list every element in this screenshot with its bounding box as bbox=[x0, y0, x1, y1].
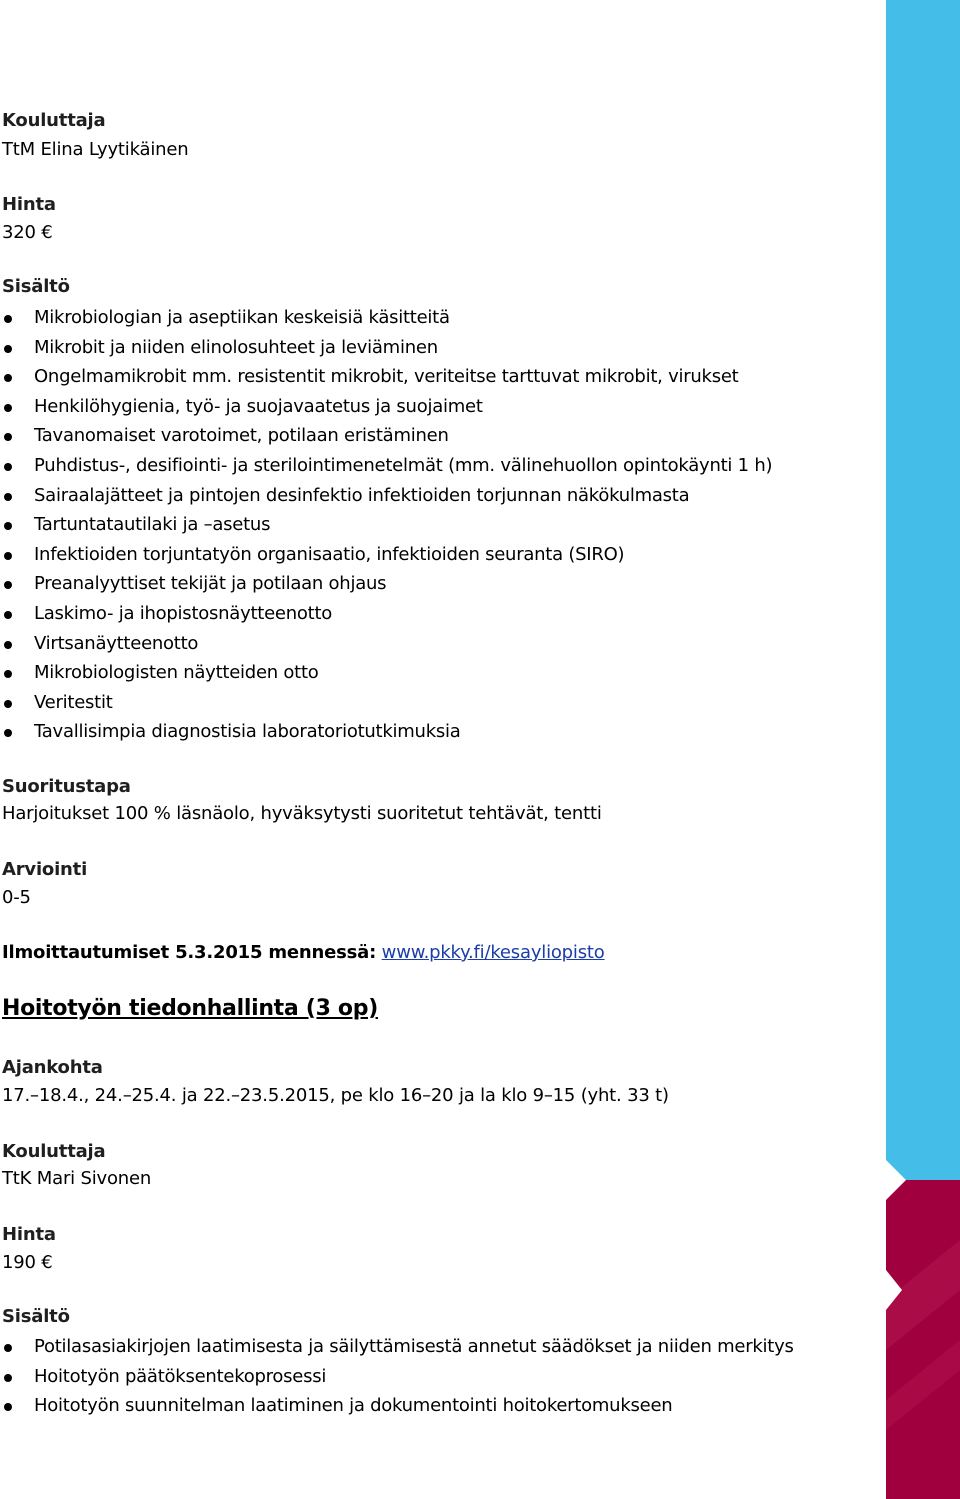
decorative-side-band bbox=[886, 0, 960, 1499]
list-item: Infektioiden torjuntatyön organisaatio, infektioiden seuranta (SIRO) bbox=[0, 540, 772, 570]
time-label: Ajankohta bbox=[2, 1057, 103, 1078]
trainer-label-2: Kouluttaja bbox=[2, 1141, 106, 1162]
list-item: Tartuntatautilaki ja –asetus bbox=[0, 510, 772, 540]
price-value: 320 € bbox=[2, 222, 53, 243]
list-item: Henkilöhygienia, työ- ja suojavaatetus ja suojaimet bbox=[0, 392, 772, 422]
grading-value: 0-5 bbox=[2, 887, 31, 908]
side-band-graphic bbox=[886, 0, 960, 1499]
completion-label: Suoritustapa bbox=[2, 776, 131, 797]
list-item: Potilasasiakirjojen laatimisesta ja säilyttämisestä annetut säädökset ja niiden merkitys bbox=[0, 1332, 794, 1362]
content-list-2 bbox=[0, 1332, 794, 1421]
list-item: Veritestit bbox=[0, 688, 772, 718]
list-item: Preanalyyttiset tekijät ja potilaan ohjaus bbox=[0, 569, 772, 599]
time-value: 17.–18.4., 24.–25.4. ja 22.–23.5.2015, pe klo 16–20 ja la klo 9–15 (yht. 33 t) bbox=[2, 1085, 669, 1106]
list-item: Mikrobit ja niiden elinolosuhteet ja leviäminen bbox=[0, 333, 772, 363]
price-label: Hinta bbox=[2, 194, 56, 215]
trainer-value-2: TtK Mari Sivonen bbox=[2, 1168, 152, 1189]
price-label-2: Hinta bbox=[2, 1224, 56, 1245]
trainer-value: TtM Elina Lyytikäinen bbox=[2, 139, 189, 160]
registration-link[interactable]: www.pkky.fi/kesayliopisto bbox=[381, 942, 605, 963]
list-item: Mikrobiologian ja aseptiikan keskeisiä käsitteitä bbox=[0, 303, 772, 333]
registration-line bbox=[2, 942, 605, 963]
list-item: Hoitotyön päätöksentekoprosessi bbox=[0, 1362, 794, 1392]
course-title: Hoitotyön tiedonhallinta (3 op) bbox=[2, 996, 378, 1021]
list-item: Mikrobiologisten näytteiden otto bbox=[0, 658, 772, 688]
list-item: Virtsanäytteenotto bbox=[0, 629, 772, 659]
list-item: Sairaalajätteet ja pintojen desinfektio infektioiden torjunnan näkökulmasta bbox=[0, 481, 772, 511]
grading-label: Arviointi bbox=[2, 859, 88, 880]
completion-value: Harjoitukset 100 % läsnäolo, hyväksytysti suoritetut tehtävät, tentti bbox=[2, 803, 602, 824]
content-label-2: Sisältö bbox=[2, 1306, 70, 1327]
content-label: Sisältö bbox=[2, 276, 70, 297]
price-value-2: 190 € bbox=[2, 1252, 53, 1273]
registration-text: Ilmoittautumiset 5.3.2015 mennessä: bbox=[2, 942, 377, 963]
list-item: Puhdistus-, desifiointi- ja sterilointimenetelmät (mm. välinehuollon opintokäynti 1 h) bbox=[0, 451, 772, 481]
list-item: Tavallisimpia diagnostisia laboratoriotutkimuksia bbox=[0, 717, 772, 747]
list-item: Laskimo- ja ihopistosnäytteenotto bbox=[0, 599, 772, 629]
list-item: Ongelmamikrobit mm. resistentit mikrobit, veriteitse tarttuvat mikrobit, virukset bbox=[0, 362, 772, 392]
list-item: Hoitotyön suunnitelman laatiminen ja dokumentointi hoitokertomukseen bbox=[0, 1391, 794, 1421]
content-list bbox=[0, 303, 772, 747]
list-item: Tavanomaiset varotoimet, potilaan eristäminen bbox=[0, 421, 772, 451]
trainer-label: Kouluttaja bbox=[2, 110, 106, 131]
